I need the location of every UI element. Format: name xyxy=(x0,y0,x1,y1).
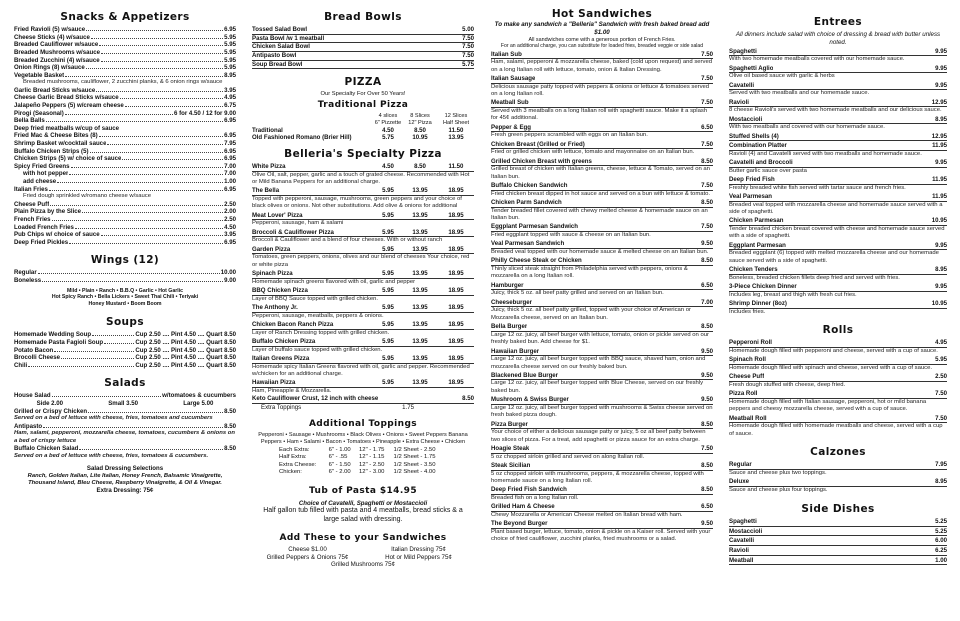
roll-item: Cheese Puff 2.50 xyxy=(729,373,947,381)
specialty-pizza-desc: Layer of BBQ Sauce topped with grilled chicken. xyxy=(252,295,379,302)
sandwich-item: Hoagie Steak 7.50 xyxy=(491,444,713,452)
sandwich-item: Italian Sausage 7.50 xyxy=(491,75,713,83)
traditional-pizza-item: Old Fashioned Romano (Brier Hill) 5.75 10.95 13.95 xyxy=(252,134,464,142)
traditional-pizza-item: Traditional 4.50 8.50 11.50 xyxy=(252,126,464,134)
sandwich-item: Veal Parmesan Sandwich 9.50 xyxy=(491,240,713,248)
specialty-pizza-desc: Homemade spicy Italian Greens flavored with oil, garlic and pepper. Recommended w/chicken for an additional charge. xyxy=(252,363,470,378)
bread-bowl-item: Pasta Bowl /w 1 meatball 7.50 xyxy=(252,34,474,42)
roll-item: Spinach Roll 5.95 xyxy=(729,356,947,364)
sandwich-item-desc: Fried chicken breast dipped in hot sauce and served on a bun with lettuce & tomato. xyxy=(491,190,711,197)
dressing-title: Salad Dressing Selections xyxy=(86,465,164,473)
dressing-list: Ranch, Golden Italian, Lite Italian, Honey French, Balsamic Vinaigrette, Thousand Island, Bleu Cheese, Raspberry Vinaigrette, & Oil & Vinegar. xyxy=(27,472,223,486)
snack-item: Chicken Strips (5) w/ choice of sauce 6.95 xyxy=(14,155,236,163)
sandwich-item: Hawaiian Burger 9.50 xyxy=(491,347,713,355)
grilled-chicken-salad: Grilled or Crispy Chicken 8.50 xyxy=(14,407,236,415)
sandwich-item-desc: Breaded veal topped with our homemade sauce & melted cheese on an Italian bun. xyxy=(491,249,709,256)
calzone-item: Deluxe 8.95 xyxy=(729,478,947,486)
sandwich-item: Grilled Chicken Breast with greens 8.50 xyxy=(491,157,713,165)
entree-item: Shrimp Dinner (8oz) 10.95 xyxy=(729,300,947,308)
italian-fries: Italian Fries 6.95 xyxy=(14,185,236,193)
column-2 xyxy=(252,8,474,620)
sandwich-item-desc: 5 oz chopped sirloin with mushrooms, peppers, & mozzarella cheese, topped with homemade sauce on a long Italian roll. xyxy=(491,470,704,484)
wing-flavors-2: Hot Spicy Ranch • Bella Lickers • Sweet Thai Chili • Teriyaki xyxy=(51,294,199,301)
toppings-list: Pepperoni • Sausage • Mushrooms • Black Olives • Onions • Sweet Peppers Banana Peppers • Ham • Salami • Bacon • Tomatoes • Pineapple • Extra Cheese • Chicken xyxy=(258,431,468,445)
snack-item: Fried Ravioli (5) w/sauce 6.95 xyxy=(14,26,236,34)
entree-item: Spaghetti Aglio 9.95 xyxy=(729,64,947,72)
calzone-item: Regular 7.95 xyxy=(729,461,947,469)
side-item: Ravioli 6.25 xyxy=(729,546,947,554)
specialty-pizza-desc: Pepperoni, sausage, meatballs, peppers & onions. xyxy=(252,312,384,319)
side-item: Meatball 1.00 xyxy=(729,556,947,564)
pizza-sizes-2: 6" Pizzette 12" Pizza Half Sheet xyxy=(374,119,470,126)
snack-item: Breaded Zucchini (4) w/sauce 5.95 xyxy=(14,56,236,64)
sandwich-item-desc: 5 oz chopped sirloin grilled and served on along Italian roll. xyxy=(491,453,645,460)
side-item: Cavatelli 6.00 xyxy=(729,537,947,545)
roll-item-desc: Homemade dough filled with Italian sausage, pepperoni, hot or mild banana peppers and cheesy mozzarella cheese, served with a cup of sauce. xyxy=(729,398,927,413)
entree-item: Cavatelli 9.95 xyxy=(729,81,947,89)
roll-item-desc: Homemade dough filled with homemade meatballs and cheese, served with a cup of sauce. xyxy=(729,423,943,437)
italian-fries-desc: Fried dough sprinkled w/romano cheese w/sauce xyxy=(23,193,152,200)
sandwich-item: Mushroom & Swiss Burger 9.50 xyxy=(491,396,713,404)
pizza-sizes: 4 slices 8 Slices 12 Slices xyxy=(378,112,468,119)
entree-item-desc: Ravioli (4) and Cavatelli served with two meatballs and homemade sauce. xyxy=(729,150,922,157)
entree-item-desc: Olive oil based sauce with garlic & herbs xyxy=(729,73,835,80)
sandwich-item-desc: Ham, salami, pepperoni & mozzarella cheese, baked (cold upon request) and served on a long Italian roll with lettuce, tomato, onion & Italian Dressing. xyxy=(491,59,713,73)
bread-bowl-item: Soup Bread Bowl 5.75 xyxy=(252,60,474,68)
specialty-pizza-item: The Anthony Jr. 5.95 13.95 18.95 xyxy=(252,304,474,313)
bread-bowl-item: Tossed Salad Bowl 5.00 xyxy=(252,26,474,34)
side-item: Mostaccioli 5.25 xyxy=(729,527,947,535)
house-salad: House Salad w/tomatoes & cucumbers xyxy=(14,392,236,400)
snack-item: Fried Mac & Cheese Bites (8) 6.95 xyxy=(14,132,236,140)
entree-item: Combination Platter 11.95 xyxy=(729,142,947,150)
entree-item-desc: Served with two meatballs and our homemade sauce. xyxy=(729,90,870,97)
snack-item: Spicy Fried Greens 7.00 xyxy=(14,162,236,170)
salads-title: Salads xyxy=(104,377,146,390)
specialty-pizza-item: Garden Pizza 5.95 13.95 18.95 xyxy=(252,246,474,255)
roll-item-desc: Fresh dough stuffed with cheese, deep fried. xyxy=(729,381,846,388)
keto-extra: Extra Toppings 1.75 xyxy=(261,404,414,412)
calzone-item-desc: Sauce and cheese plus two toppings. xyxy=(729,469,827,476)
specialty-pizza-desc: Layer of Ranch Dressing topped with grilled chicken. xyxy=(252,329,390,336)
extra-dressing: Extra Dressing: 75¢ xyxy=(96,487,154,495)
entree-item-desc: Tender breaded chicken breast covered with cheese and homemade sauce served with a side of spaghetti. xyxy=(729,226,945,240)
entree-item-desc: Boneless, breaded chicken fillets deep fried and served with fries. xyxy=(729,274,900,281)
entree-item: Chicken Parmesan 10.95 xyxy=(729,217,947,225)
roll-item-desc: Homemade dough filled with pepperoni and cheese, served with a cup of sauce. xyxy=(729,347,938,354)
specialty-pizza-desc: Layer of buffalo sauce topped with grilled chicken. xyxy=(252,346,383,353)
entree-item-desc: Includes fries. xyxy=(729,308,766,315)
calzones-title: Calzones xyxy=(810,445,866,458)
antipasto-salad: Antipasto 8.50 xyxy=(14,422,236,430)
specialty-pizza-title: Belleria's Specialty Pizza xyxy=(284,147,442,160)
column-3 xyxy=(491,8,713,620)
snack-item: Jalapeño Peppers (5) w/cream cheese 6.75 xyxy=(14,101,236,109)
traditional-pizza-title: Traditional Pizza xyxy=(317,99,409,110)
snack-item: Shrimp Basket w/cocktail sauce 7.95 xyxy=(14,140,236,148)
entree-item: Veal Parmesan 11.95 xyxy=(729,193,947,201)
roll-item: Pizza Roll 7.50 xyxy=(729,390,947,398)
sandwich-item: Italian Sub 7.50 xyxy=(491,50,713,58)
column-4 xyxy=(729,8,947,620)
specialty-pizza-item: White Pizza 4.50 8.50 11.50 xyxy=(252,163,474,172)
snack-item: Deep Fried Pickles 6.95 xyxy=(14,238,236,246)
snack-item: Pub Chips w/ choice of sauce 3.95 xyxy=(14,231,236,239)
soup-item: Homemade Pasta Fagioli Soup Cup 2.50 .... Pint 4.50 .... Quart 8.50 xyxy=(14,338,236,346)
antipasto-desc: Ham, salami, pepperoni, mozzarella cheese, tomatoes, cucumbers & onions on a bed of crispy lettuce xyxy=(14,430,235,444)
sandwich-item-desc: Large 12 oz. juicy, all beef burger topped with BBQ sauce, shaved ham, onion and mozzarella cheese served on our freshly baked bun. xyxy=(491,356,706,370)
sandwich-item-desc: Large 12 oz. juicy, all beef burger topped with Blue Cheese, served on our freshly baked bun. xyxy=(491,380,704,394)
snack-item: Buffalo Chicken Strips (5) 6.95 xyxy=(14,147,236,155)
snack-item: Pirogi (Seasonal) 6 for 4.50 / 12 for 9.00 xyxy=(14,109,236,117)
sandwich-item-desc: Plant based burger, lettuce, tomato, onion & pickle on a Kaiser roll. Served with your choice of fried cauliflower, zucchini planks, fried mushrooms or a salad. xyxy=(491,528,711,543)
entrees-title: Entrees xyxy=(813,16,863,28)
toppings-price-row: Extra Cheese: 6" - 1.50 12" - 2.50 1/2 Sheet - 3.50 xyxy=(279,461,436,468)
add-these-grid: Cheese $1.00 Italian Dressing 75¢ Grilled Peppers & Onions 75¢ Hot or Mild Peppers 75¢ Grilled Mushrooms 75¢ xyxy=(266,545,452,569)
bread-bowls-title: Bread Bowls xyxy=(324,11,402,23)
soup-item: Brocolli Cheese Cup 2.50 .... Pint 4.50 .... Quart 8.50 xyxy=(14,354,236,362)
side-item: Spaghetti 5.25 xyxy=(729,518,947,526)
entree-item-desc: With two meatballs and covered with our homemade sauce. xyxy=(729,124,885,131)
grilled-chicken-salad-desc: Served on a bed of lettuce with cheese, fries, tomatoes and cucumbers xyxy=(14,415,213,422)
rolls-title: Rolls xyxy=(822,324,854,337)
tub-desc: Half gallon tub filled with pasta and 4 meatballs, bread sticks & a large salad with dressing. xyxy=(263,507,463,523)
entree-item-desc: Butter garlic sauce over pasta xyxy=(729,167,807,174)
sandwich-item-desc: Fresh green peppers scrambled with eggs on an Italian bun. xyxy=(491,132,648,139)
sandwich-item: Cheeseburger 7.00 xyxy=(491,298,713,306)
wing-flavors-3: Honey Mustard • Boom Boom xyxy=(88,300,162,307)
wing-flavors-1: Mild • Plain • Ranch • B.B.Q • Garlic • Hot Garlic xyxy=(66,287,184,294)
buffalo-chicken-salad: Buffalo Chicken Salad 8.50 xyxy=(14,445,236,453)
toppings-price-row: Chicken: 6" - 2.00 12" - 3.00 1/2 Sheet - 4.00 xyxy=(279,468,436,475)
buffalo-salad-desc: Served on a bed of lettuce with cheese, fries, tomatoes & cucumbers. xyxy=(14,452,209,459)
soups-title: Soups xyxy=(105,316,145,329)
entree-item: Mostaccioli 8.95 xyxy=(729,115,947,123)
pizza-tagline: Our Specialty For Over 50 Years! xyxy=(320,91,406,98)
house-salad-sizes: Side 2.00 Small 3.50 Large 5.00 xyxy=(36,400,214,408)
entree-item-desc: With two homemade meatballs covered with our homemade sauce. xyxy=(729,56,905,63)
entree-item: Eggplant Parmesan 9.95 xyxy=(729,241,947,249)
soup-item: Homemade Wedding Soup Cup 2.50 .... Pint 4.50 .... Quart 8.50 xyxy=(14,331,236,339)
entree-item-desc: Breaded veal topped with mozzarella cheese and homemade sauce served with a side of spaghetti. xyxy=(729,201,943,216)
snack-item: Loaded French Fries 4.50 xyxy=(14,223,236,231)
entree-item: Cavatelli and Broccoli 9.95 xyxy=(729,159,947,167)
sandwich-item: Grilled Ham & Cheese 6.50 xyxy=(491,503,713,511)
keto-crust: Keto Cauliflower Crust, 12 inch with cheese 8.50 xyxy=(252,395,474,403)
tub-choice: Choice of Cavatelli, Spaghetti or Mostaccioli xyxy=(298,499,428,507)
hot-sandwiches-sub2: All sandwiches come with a generous portion of French Fries. xyxy=(528,36,676,43)
roll-item: Meatball Roll 7.50 xyxy=(729,414,947,422)
sandwich-item-desc: Your choice of either a delicious sausage patty or juicy, 5 oz all beef patty between two slices of pizza. For a treat, add spaghetti or pizza sauce for an extra charge. xyxy=(491,429,706,443)
snack-item: Cheese Garlic Bread Sticks w/sauce 4.95 xyxy=(14,94,236,102)
snack-item: Plain Pizza by the Slice 2.00 xyxy=(14,208,236,216)
hot-sandwiches-sub1: To make any sandwich a "Belleria" Sandwich with fresh baked bread add $1.00 xyxy=(494,21,710,36)
soup-item: Potato Bacon Cup 2.50 .... Pint 4.50 .... Quart 8.50 xyxy=(14,346,236,354)
sides-title: Side Dishes xyxy=(801,503,875,516)
entree-item-desc: 8 cheese Ravioli's served with two homemade meatballs and our delicious sauce. xyxy=(729,107,942,114)
bread-bowl-item: Antipasto Bowl 7.50 xyxy=(252,51,474,59)
snack-item: Onion Rings (8) w/sauce 5.95 xyxy=(14,64,236,72)
sandwich-item-desc: Breaded fish on a long Italian roll. xyxy=(491,494,579,501)
snack-item: Breaded Mushrooms w/sauce 5.95 xyxy=(14,48,236,56)
wings-title: Wings (12) xyxy=(90,254,160,267)
specialty-pizza-desc: Topped with pepperoni, sausage, mushrooms, green peppers and your choice of black olives or onions. Not other substitutions. Add olive & onions for additional xyxy=(252,196,462,210)
entree-item: Stuffed Shells (4) 12.95 xyxy=(729,132,947,140)
sandwich-item: Chicken Breast (Grilled or Fried) 7.50 xyxy=(491,140,713,148)
specialty-pizza-desc: Broccoli & Cauliflower and a blend of four cheeses. With or without ranch xyxy=(252,237,443,244)
sandwich-item: Meatball Sub 7.50 xyxy=(491,99,713,107)
specialty-pizza-desc: Homemade spinach greens flavored with oil, garlic and pepper xyxy=(252,278,416,285)
specialty-pizza-item: BBQ Chicken Pizza 5.95 13.95 18.95 xyxy=(252,287,474,296)
snack-item: Cheese Sticks (4) w/sauce 5.95 xyxy=(14,33,236,41)
snack-item: Bella Balls 6.95 xyxy=(14,117,236,125)
calzone-item-desc: Sauce and cheese plus four toppings. xyxy=(729,486,828,493)
veg-basket-desc: Breaded mushrooms, cauliflower, 2 zucchini planks, & 6 onion rings w/sauce xyxy=(23,79,223,86)
sandwich-item: The Beyond Burger 9.50 xyxy=(491,520,713,528)
meatball-item: Deep fried meatballs w/cup of sauce xyxy=(14,124,119,132)
specialty-pizza-desc: Ham, Pineapple & Mozzarella. xyxy=(252,388,332,395)
sandwich-item-desc: Fried eggplant topped with sauce & cheese on an Italian bun. xyxy=(491,232,651,239)
sandwich-item-desc: Large 12 oz. juicy, all beef burger with lettuce, tomato, onion or pickle served on our freshly baked bun. Add cheese for $1. xyxy=(491,331,709,346)
sandwich-item-desc: Tender breaded fillet covered with chewy melted cheese & homemade sauce on an Italian bun. xyxy=(491,207,708,222)
sandwich-item-desc: Served with 3 meatballs on a long Italian roll with spaghetti sauce. Make it a splash for 45¢ additional. xyxy=(491,108,708,122)
snacks-title: Snacks & Appetizers xyxy=(60,11,190,23)
specialty-pizza-item: The Bella 5.95 13.95 18.95 xyxy=(252,187,474,196)
entree-item-desc: Includes leg, breast and thigh with fresh cut fries. xyxy=(729,291,857,298)
tub-title: Tub of Pasta $14.95 xyxy=(309,486,417,497)
sandwich-item-desc: Juicy, thick 5 oz. all beef patty grilled and served on an Italian bun. xyxy=(491,290,664,297)
sandwich-item: Steak Sicilian 8.50 xyxy=(491,461,713,469)
sandwich-item-desc: Grilled breast of chicken with Italian greens, cheese, lettuce & Tomato, served on an Italian bun. xyxy=(491,166,710,180)
column-1 xyxy=(14,8,236,620)
specialty-pizza-item: Chicken Bacon Ranch Pizza 5.95 13.95 18.95 xyxy=(252,321,474,330)
snack-item: Cheese Puff 2.50 xyxy=(14,200,236,208)
entree-item: Deep Fried Fish 11.95 xyxy=(729,176,947,184)
add-these-title: Add These to your Sandwiches xyxy=(279,532,447,543)
sandwich-item: Hamburger 6.50 xyxy=(491,281,713,289)
sandwich-item: Pepper & Egg 6.50 xyxy=(491,123,713,131)
snack-item: Breaded Cauliflower w/sauce 5.95 xyxy=(14,41,236,49)
sandwich-item-desc: Fried or grilled chicken with lettuce, tomato and mayonnaise on an Italian bun. xyxy=(491,149,695,156)
soup-item: Chili Cup 2.50 .... Pint 4.50 .... Quart 8.50 xyxy=(14,361,236,369)
toppings-table xyxy=(278,447,448,477)
specialty-pizza-desc: Tomatoes, green peppers, onions, olives and our blend of cheeses Your choice, red or white pizza xyxy=(252,254,470,268)
sandwich-item-desc: Chewy Mozzarella or American Cheese melted on Italian bread with ham. xyxy=(491,511,683,518)
roll-item: Pepperoni Roll 4.95 xyxy=(729,339,947,347)
entree-item-desc: Freshly breaded white fish served with tartar sauce and french fries. xyxy=(729,184,906,191)
snack-item: Garlic Bread Sticks w/sauce 3.95 xyxy=(14,86,236,94)
entree-item: Ravioli 12.95 xyxy=(729,98,947,106)
roll-item-desc: Homemade dough filled with spinach and cheese, served with a cup of sauce. xyxy=(729,364,933,371)
sandwich-item: Deep Fried Fish Sandwich 8.50 xyxy=(491,486,713,494)
greens-option: add cheese 1.00 xyxy=(23,178,236,186)
greens-option: with hot pepper 7.00 xyxy=(23,170,236,178)
specialty-pizza-item: Spinach Pizza 5.95 13.95 18.95 xyxy=(252,270,474,279)
specialty-pizza-desc: Pepperoni, sausage, ham & salami xyxy=(252,220,344,227)
hot-sandwiches-sub3: For an additional charge, you can substitute for loaded fries, breaded veggie or side salad xyxy=(500,43,704,50)
entree-item: Chicken Tenders 8.95 xyxy=(729,266,947,274)
sandwich-item: Blackened Blue Burger 9.50 xyxy=(491,371,713,379)
entree-item: 3-Piece Chicken Dinner 9.95 xyxy=(729,283,947,291)
entrees-sub: All dinners include salad with choice of dressing & bread with butter unless noted. xyxy=(735,31,941,46)
specialty-pizza-item: Italian Greens Pizza 5.95 13.95 18.95 xyxy=(252,355,474,364)
hot-sandwiches-title: Hot Sandwiches xyxy=(551,8,653,20)
wing-item: Boneless 9.00 xyxy=(14,277,236,285)
sandwich-item-desc: Juicy, thick 5 oz. all beef patty grilled, topped with your choice of American or Mozzarella cheese, served on an Italian bun. xyxy=(491,307,691,321)
entree-item-desc: Breaded eggplant (6) topped with melted mozzarella cheese and our homemade sauce served with a side of spaghetti. xyxy=(729,250,939,264)
wing-item: Regular 10.00 xyxy=(14,269,236,277)
snack-item: Vegetable Basket 8.95 xyxy=(14,71,236,79)
sandwich-item-desc: Large 12 oz. juicy, all beef burger topped with mushrooms & Swiss cheese served on fresh baked pizza dough. xyxy=(491,404,713,419)
toppings-price-row: Half Extra: 6" - .55 12" - 1.15 1/2 Sheet - 1.75 xyxy=(279,454,436,461)
toppings-title: Additional Toppings xyxy=(308,418,418,429)
sandwich-item: Bella Burger 8.50 xyxy=(491,323,713,331)
specialty-pizza-desc: Olive Oil, salt, pepper, garlic and a touch of grated cheese. Recommended with Hot or Mild Banana Peppers for an additional charge. xyxy=(252,171,470,186)
sandwich-item: Eggplant Parmesan Sandwich 7.50 xyxy=(491,223,713,231)
specialty-pizza-item: Broccoli & Cauliflower Pizza 5.95 13.95 18.95 xyxy=(252,229,474,238)
sandwich-item: Buffalo Chicken Sandwich 7.50 xyxy=(491,182,713,190)
sandwich-item: Pizza Burger 8.50 xyxy=(491,420,713,428)
sandwich-item: Philly Cheese Steak or Chicken 8.50 xyxy=(491,257,713,265)
specialty-pizza-item: Hawaiian Pizza 5.95 13.95 18.95 xyxy=(252,379,474,388)
bread-bowl-item: Chicken Salad Bowl 7.50 xyxy=(252,43,474,51)
sandwich-item-desc: Delicious sausage patty topped with peppers & onions or lettuce & tomatoes served on a long Italian roll. xyxy=(491,83,710,98)
entree-item: Spaghetti 9.95 xyxy=(729,47,947,55)
sandwich-item-desc: Thinly sliced steak straight from Philadelphia served with peppers, onions & mozzarella on a long Italian roll. xyxy=(491,266,688,280)
specialty-pizza-item: Meat Lover' Pizza 5.95 13.95 18.95 xyxy=(252,212,474,221)
specialty-pizza-item: Buffalo Chicken Pizza 5.95 13.95 18.95 xyxy=(252,338,474,347)
toppings-price-row: Each Extra: 6" - 1.00 12" - 1.75 1/2 Sheet - 2.50 xyxy=(279,446,436,453)
pizza-title: PIZZA xyxy=(344,76,382,89)
sandwich-item: Chicken Parm Sandwich 8.50 xyxy=(491,199,713,207)
snack-item: French Fries 2.50 xyxy=(14,215,236,223)
